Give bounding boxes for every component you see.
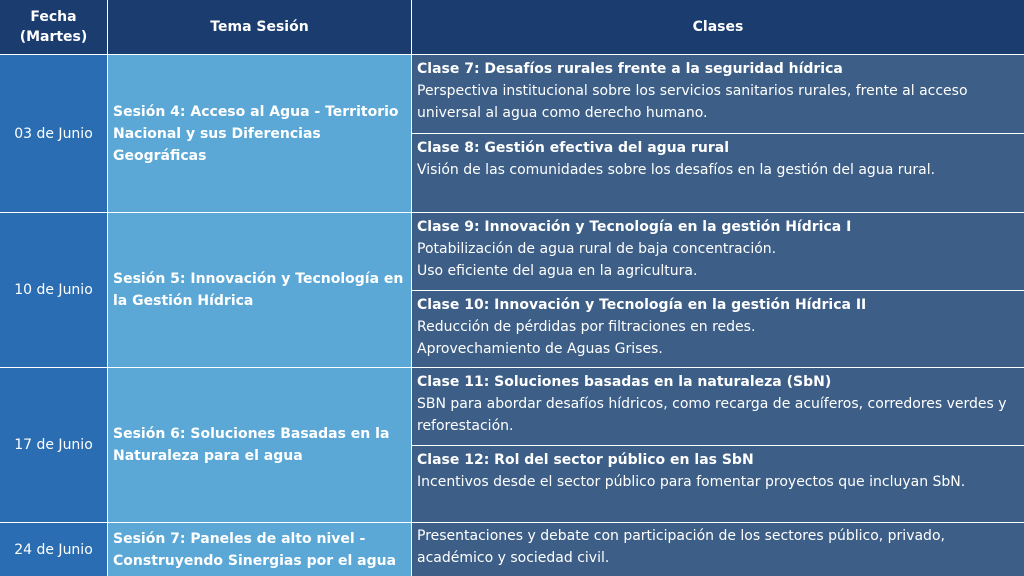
- session-cell: [108, 55, 412, 213]
- header-clases: [412, 0, 1024, 55]
- class-title: Clase 7: Desafíos rurales frente a la seguridad hídrica: [417, 61, 843, 77]
- date-label: 03 de Junio: [14, 125, 93, 142]
- class-description: Perspectiva institucional sobre los servicios sanitarios rurales, frente al acceso universal al agua como derecho humano.: [417, 83, 968, 121]
- class-description: SBN para abordar desafíos hídricos, como recarga de acuíferos, corredores verdes y reforestación.: [417, 396, 1007, 434]
- class-title: Clase 9: Innovación y Tecnología en la gestión Hídrica I: [417, 219, 852, 235]
- class-title: Clase 10: Innovación y Tecnología en la gestión Hídrica II: [417, 296, 867, 313]
- date-label: 24 de Junio: [14, 541, 93, 558]
- date-label: 10 de Junio: [14, 282, 93, 298]
- session-title: Sesión 6: Soluciones Basadas en la Naturaleza para el agua: [113, 426, 390, 464]
- class-description: Presentaciones y debate con participación de los sectores público, privado, académico y sociedad civil.: [417, 528, 945, 566]
- class-item: [412, 290, 1024, 368]
- header-tema: [108, 0, 412, 55]
- class-item: [412, 213, 1024, 290]
- session-title: Sesión 4: Acceso al Agua - Territorio Nacional y sus Diferencias Geográficas: [113, 103, 399, 164]
- class-description: Incentivos desde el sector público para fomentar proyectos que incluyan SbN.: [417, 473, 966, 490]
- header-clases-label: Clases: [692, 19, 744, 35]
- class-item: [412, 368, 1024, 445]
- header-fecha: [0, 0, 108, 55]
- class-description-line: Uso eficiente del agua en la agricultura.: [417, 263, 698, 279]
- classes-cell: [412, 213, 1024, 368]
- date-cell: [0, 368, 108, 523]
- session-title: Sesión 5: Innovación y Tecnología en la Gestión Hídrica: [113, 271, 404, 309]
- class-description: Visión de las comunidades sobre los desafíos en la gestión del agua rural.: [417, 162, 936, 178]
- class-item: [412, 445, 1024, 523]
- header-tema-label: Tema Sesión: [210, 19, 309, 35]
- date-cell: [0, 523, 108, 576]
- class-title: Clase 12: Rol del sector público en las SbN: [417, 451, 754, 468]
- session-title: Sesión 7: Paneles de alto nivel - Construyendo Sinergias por el agua: [113, 530, 397, 569]
- class-item: [412, 523, 1024, 576]
- date-cell: [0, 55, 108, 213]
- class-description-line: Reducción de pérdidas por filtraciones en redes.: [417, 318, 756, 335]
- class-item: [412, 133, 1024, 212]
- class-title: Clase 8: Gestión efectiva del agua rural: [417, 140, 729, 156]
- classes-cell: [412, 368, 1024, 523]
- classes-cell: [412, 55, 1024, 213]
- session-cell: [108, 368, 412, 523]
- classes-cell: [412, 523, 1024, 576]
- date-label: 17 de Junio: [14, 437, 93, 453]
- class-title: Clase 11: Soluciones basadas en la naturaleza (SbN): [417, 374, 832, 390]
- date-cell: [0, 213, 108, 368]
- class-description-line: Aprovechamiento de Aguas Grises.: [417, 340, 663, 357]
- session-cell: [108, 523, 412, 576]
- class-item: [412, 55, 1024, 133]
- class-description-line: Potabilización de agua rural de baja concentración.: [417, 241, 777, 257]
- header-fecha-label: Fecha (Martes): [19, 9, 88, 45]
- session-cell: [108, 213, 412, 368]
